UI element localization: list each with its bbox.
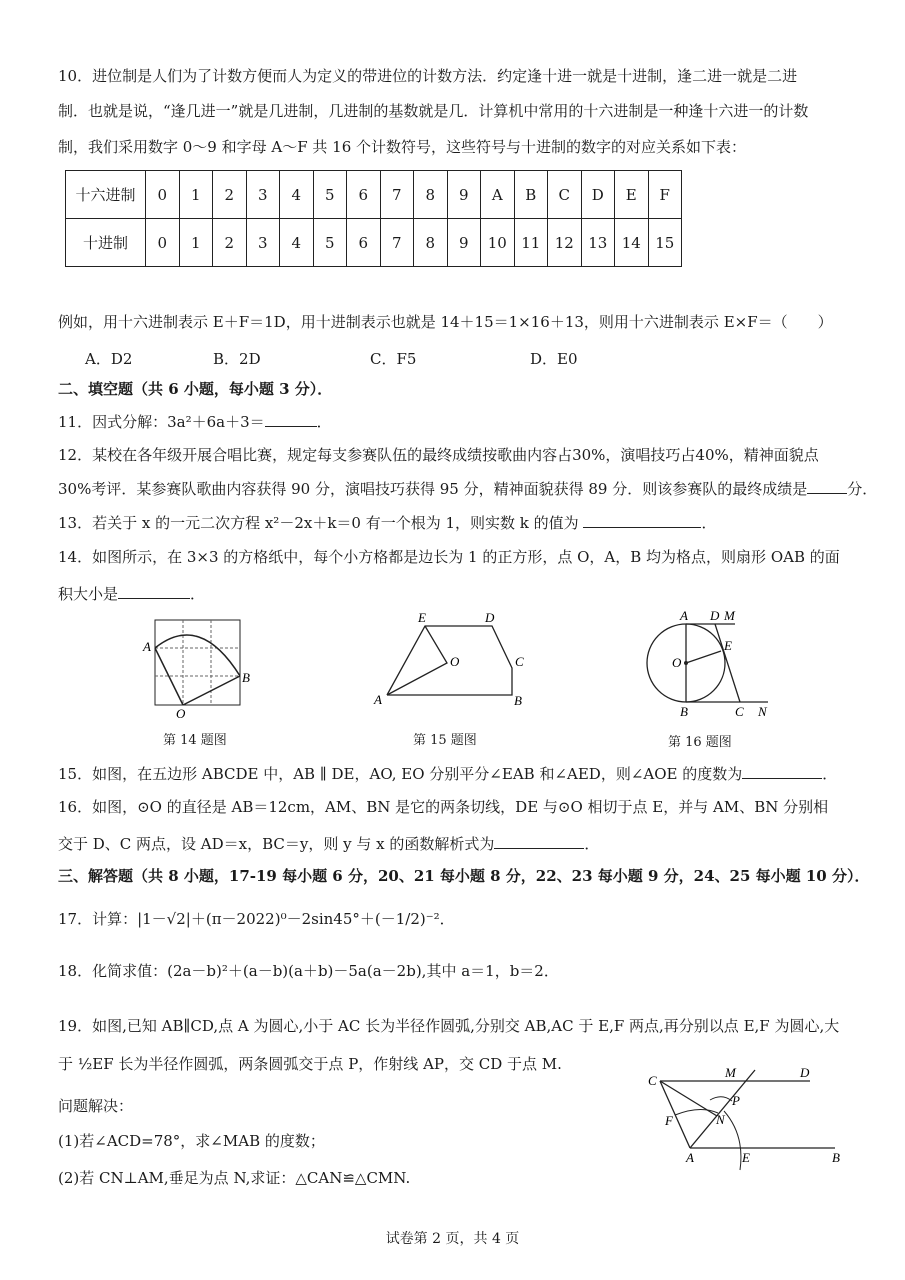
label-e: E (742, 1150, 750, 1165)
table-cell: 0 (146, 219, 180, 267)
row-header: 十六进制 (66, 171, 146, 219)
table-row (66, 171, 682, 219)
figure-16 (640, 608, 780, 723)
q10-line-3: 制，我们采用数字 0～9 和字母 A～F 共 16 个计数符号，这些符号与十进制的数字的对应关系如下表： (58, 138, 747, 156)
table-cell: A (481, 171, 515, 219)
label-e: E (724, 638, 732, 653)
table-cell: 8 (414, 219, 448, 267)
table-cell: 11 (514, 219, 548, 267)
label-b: B (242, 670, 250, 685)
table-row (66, 219, 682, 267)
q16-text: 交于 D、C 两点，设 AD＝x，BC＝y，则 y 与 x 的函数解析式为 (58, 835, 495, 853)
table-cell: F (648, 171, 682, 219)
q19-line-1: 19．如图,已知 AB∥CD,点 A 为圆心,小于 AC 长为半径作圆弧,分别交 AB,AC 于 E,F 两点,再分别以点 E,F 为圆心,大 (58, 1017, 840, 1035)
label-o: O (176, 706, 186, 721)
q16-line-2: 交于 D、C 两点，设 AD＝x，BC＝y，则 y 与 x 的函数解析式为 ． (58, 835, 600, 853)
figure-19 (640, 1065, 855, 1175)
label-c: C (648, 1073, 657, 1088)
q14-line-1: 14．如图所示，在 3×3 的方格纸中，每个小方格都是边长为 1 的正方形，点 O，A，B 均为格点，则扇形 OAB 的面 (58, 548, 840, 566)
answer-blank (742, 764, 822, 779)
q10-line-2: 制．也就是说，“逢几进一”就是几进制，几进制的基数就是几．计算机中常用的十六进制是一种逢十六进一的计数 (58, 102, 809, 120)
label-n: N (716, 1112, 725, 1127)
label-p: P (732, 1093, 740, 1108)
table-cell: 13 (581, 219, 615, 267)
q19-part-2: (2)若 CN⊥AM,垂足为点 N,求证：△CAN≌△CMN. (58, 1169, 411, 1187)
option-a: A．D2 (85, 350, 133, 368)
table-cell: 9 (447, 171, 481, 219)
row-header: 十进制 (66, 219, 146, 267)
answer-blank (494, 834, 584, 849)
label-d: D (485, 610, 495, 625)
label-o: O (450, 654, 460, 669)
table-cell: 4 (280, 171, 314, 219)
table-cell: 7 (380, 219, 414, 267)
table-cell: 7 (380, 171, 414, 219)
q11-text: 11．因式分解：3a²＋6a＋3＝ (58, 413, 265, 431)
section-2-heading: 二、填空题（共 6 小题，每小题 3 分）． (58, 380, 333, 398)
table-cell: 3 (246, 219, 280, 267)
figure-14 (140, 612, 260, 722)
label-d: D (800, 1065, 810, 1080)
label-b: B (680, 704, 688, 719)
label-m: M (725, 1065, 736, 1080)
caption-14: 第 14 题图 (163, 733, 227, 748)
q19-part-1: (1)若∠ACD=78°，求∠MAB 的度数； (58, 1132, 325, 1150)
option-b: B．2D (213, 350, 261, 368)
table-cell: 4 (280, 219, 314, 267)
q13-text: 13．若关于 x 的一元二次方程 x²－2x＋k＝0 有一个根为 1，则实数 k 的值为 (58, 514, 579, 532)
table-cell: 8 (414, 171, 448, 219)
q19-problem-label: 问题解决： (58, 1097, 134, 1115)
table-cell: 3 (246, 171, 280, 219)
table-cell: 10 (481, 219, 515, 267)
label-b: B (832, 1150, 840, 1165)
q19-line-2: 于 ½EF 长为半径作圆弧，两条圆弧交于点 P，作射线 AP，交 CD 于点 M. (58, 1055, 562, 1073)
table-cell: 5 (313, 171, 347, 219)
answer-blank (265, 412, 317, 427)
q18: 18．化简求值：(2a－b)²＋(a－b)(a＋b)－5a(a－2b),其中 a＝1，b＝2． (58, 962, 559, 980)
table-cell: 6 (347, 219, 381, 267)
table-cell: 0 (146, 171, 180, 219)
table-cell: D (581, 171, 615, 219)
q12-line-1: 12．某校在各年级开展合唱比赛，规定每支参赛队伍的最终成绩按歌曲内容占30%，演唱技巧占40%，精神面貌点 (58, 446, 819, 464)
table-cell: C (548, 171, 582, 219)
label-e: E (418, 610, 426, 625)
page-footer: 试卷第 2 页，共 4 页 (385, 1231, 520, 1247)
option-c: C．F5 (370, 350, 417, 368)
table-cell: 2 (213, 219, 247, 267)
caption-15: 第 15 题图 (413, 733, 477, 748)
label-a: A (374, 692, 382, 707)
q14-text: 积大小是 (58, 585, 119, 603)
figure-15 (370, 608, 530, 718)
table-cell: 12 (548, 219, 582, 267)
q12-text: 30%考评．某参赛队歌曲内容获得 90 分，演唱技巧获得 95 分，精神面貌获得 89 分．则该参赛队的最终成绩是 (58, 480, 808, 498)
caption-16: 第 16 题图 (668, 735, 732, 750)
table-cell: 2 (213, 171, 247, 219)
q14-line-2: 积大小是 ． (58, 585, 206, 603)
q11: 11．因式分解：3a²＋6a＋3＝ ． (58, 413, 332, 431)
label-f: F (665, 1113, 673, 1128)
label-c: C (515, 654, 524, 669)
label-b: B (514, 693, 522, 708)
q17: 17．计算：|1－√2|＋(π－2022)⁰－2sin45°＋(－1/2)⁻²． (58, 910, 455, 928)
table-cell: 1 (179, 171, 213, 219)
table-cell: 9 (447, 219, 481, 267)
table-cell: 15 (648, 219, 682, 267)
q12-line-2 (58, 479, 877, 499)
answer-blank (583, 513, 701, 528)
table-cell: 5 (313, 219, 347, 267)
q15-text: 15．如图，在五边形 ABCDE 中，AB ∥ DE，AO, EO 分别平分∠EAB 和∠AED，则∠AOE 的度数为 (58, 765, 743, 783)
table-cell: 1 (179, 219, 213, 267)
answer-blank (118, 584, 190, 599)
label-n: N (758, 704, 767, 719)
q10-example: 例如，用十六进制表示 E＋F＝1D，用十进制表示也就是 14＋15＝1×16＋13，则用十六进制表示 E×F＝（ ） (58, 313, 833, 331)
q15: 15．如图，在五边形 ABCDE 中，AB ∥ DE，AO, EO 分别平分∠EAB 和∠AED，则∠AOE 的度数为 ． (58, 765, 838, 783)
q10-line-1: 10．进位制是人们为了计数方便而人为定义的带进位的计数方法．约定逢十进一就是十进制，逢二进一就是二进 (58, 67, 798, 85)
q12-end: 分． (847, 480, 878, 498)
hex-decimal-table (65, 170, 682, 267)
label-d: D (710, 608, 720, 623)
table-cell: 14 (615, 219, 649, 267)
label-c: C (735, 704, 744, 719)
label-o: O (672, 655, 682, 670)
label-a: A (680, 608, 688, 623)
label-a: A (143, 639, 151, 654)
answer-blank (807, 479, 847, 494)
table-cell: E (615, 171, 649, 219)
section-3-heading: 三、解答题（共 8 小题，17-19 每小题 6 分，20、21 每小题 8 分，22、23 每小题 9 分，24、25 每小题 10 分）． (58, 867, 870, 885)
q13: 13．若关于 x 的一元二次方程 x²－2x＋k＝0 有一个根为 1，则实数 k 的值为 ． (58, 514, 717, 532)
table-cell: 6 (347, 171, 381, 219)
option-d: D．E0 (530, 350, 578, 368)
label-m: M (724, 608, 735, 623)
q16-line-1: 16．如图，⊙O 的直径是 AB＝12cm，AM、BN 是它的两条切线，DE 与⊙O 相切于点 E，并与 AM、BN 分别相 (58, 798, 829, 816)
label-a: A (686, 1150, 694, 1165)
table-cell: B (514, 171, 548, 219)
